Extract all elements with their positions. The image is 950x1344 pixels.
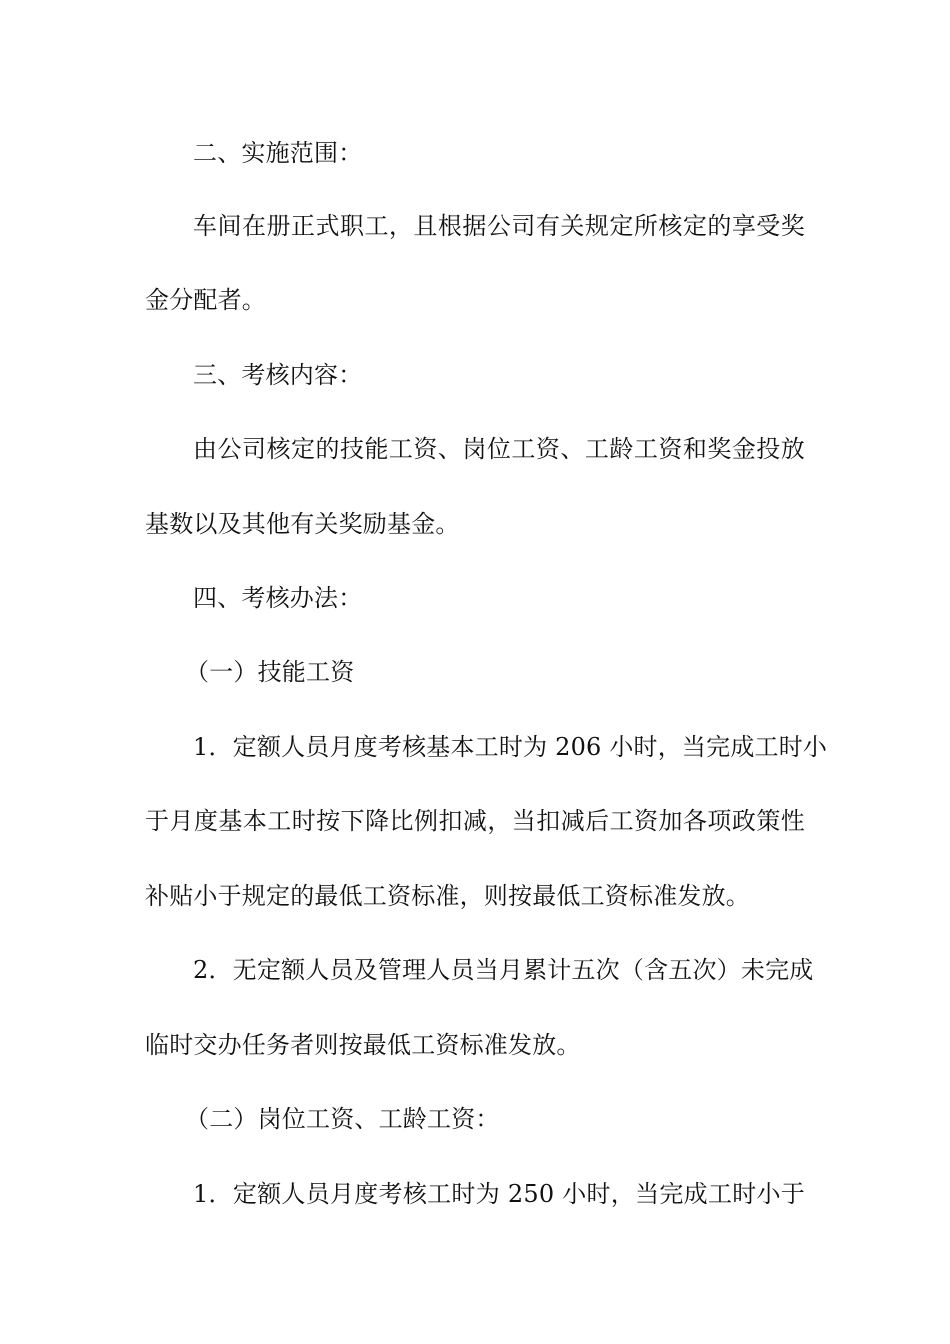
paragraph-line: 临时交办任务者则按最低工资标准发放。	[145, 1031, 581, 1059]
paragraph-line: 2．无定额人员及管理人员当月累计五次（含五次）未完成	[193, 956, 814, 984]
paragraph-line: 金分配者。	[145, 286, 266, 314]
subsection-heading-skill-wage: （一）技能工资	[185, 658, 355, 686]
paragraph-line: 1．定额人员月度考核基本工时为 206 小时，当完成工时小	[193, 733, 828, 761]
section-heading-method: 四、考核办法：	[193, 584, 363, 612]
subsection-heading-position-seniority-wage: （二）岗位工资、工龄工资：	[185, 1105, 500, 1133]
paragraph-line: 补贴小于规定的最低工资标准，则按最低工资标准发放。	[145, 882, 750, 910]
paragraph-line: 车间在册正式职工，且根据公司有关规定所核定的享受奖	[193, 212, 805, 240]
paragraph-line: 于月度基本工时按下降比例扣减，当扣减后工资加各项政策性	[145, 807, 805, 835]
paragraph-line: 基数以及其他有关奖励基金。	[145, 510, 460, 538]
section-heading-content: 三、考核内容：	[193, 361, 363, 389]
paragraph-line: 由公司核定的技能工资、岗位工资、工龄工资和奖金投放	[193, 435, 805, 463]
section-heading-scope: 二、实施范围：	[193, 139, 363, 167]
paragraph-line: 1．定额人员月度考核工时为 250 小时，当完成工时小于	[193, 1180, 805, 1208]
